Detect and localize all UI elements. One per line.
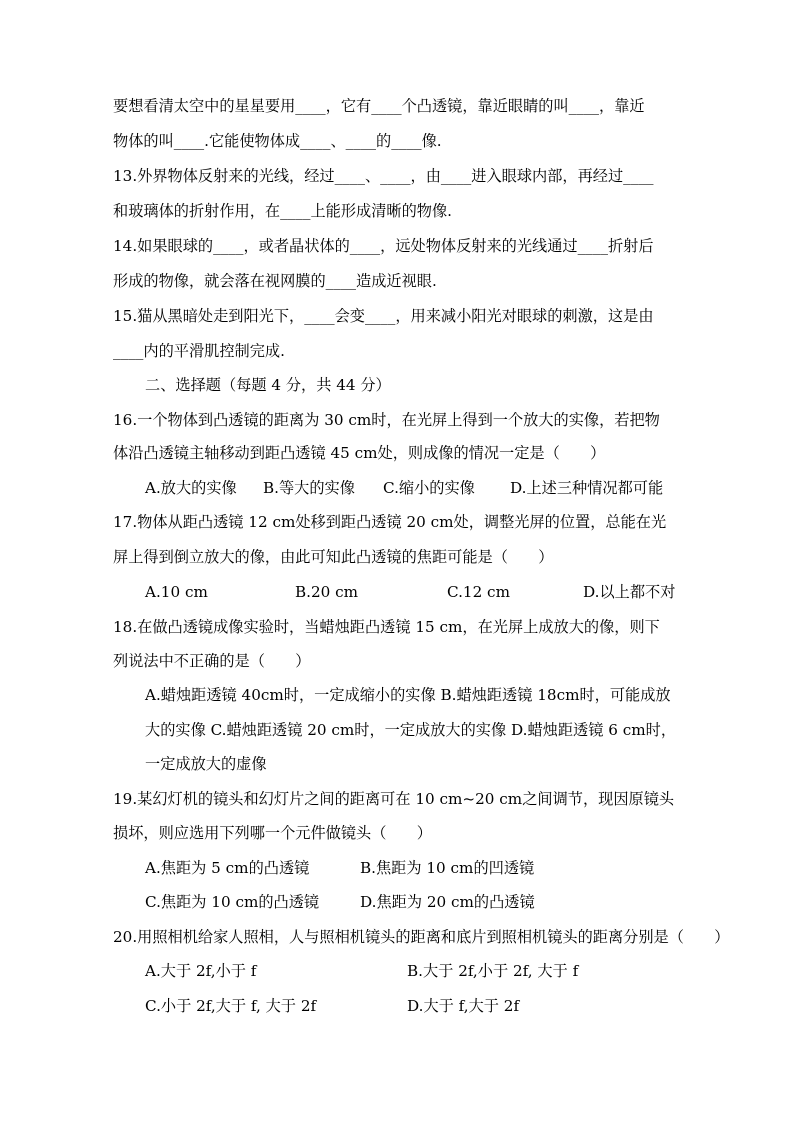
q19-option-d: D.焦距为 20 cm的凸透镜 — [360, 893, 535, 911]
q20-line-1: 20.用照相机给家人照相，人与照相机镜头的距离和底片到照相机镜头的距离分别是（ ） — [113, 928, 730, 946]
q13-line-1: 13.外界物体反射来的光线，经过____、____，由____进入眼球内部，再经过____ — [113, 167, 654, 185]
q14-line-1: 14.如果眼球的____，或者晶状体的____，远处物体反射来的光线通过____折射后 — [113, 237, 654, 255]
q19-option-b: B.焦距为 10 cm的凹透镜 — [360, 859, 535, 877]
q17-option-b: B.20 cm — [295, 583, 359, 601]
q18-options-line-2: 大的实像 C.蜡烛距透镜 20 cm时，一定成放大的实像 D.蜡烛距透镜 6 cm时， — [145, 721, 677, 739]
q20-option-a: A.大于 2f,小于 f — [145, 962, 257, 980]
q12-line-1: 要想看清太空中的星星要用____，它有____个凸透镜，靠近眼睛的叫____，靠近 — [113, 97, 645, 115]
q18-line-1: 18.在做凸透镜成像实验时，当蜡烛距凸透镜 15 cm，在光屏上成放大的像，则下 — [113, 618, 660, 636]
q19-line-2: 损坏，则应选用下列哪一个元件做镜头（ ） — [113, 824, 432, 842]
q17-line-2: 屏上得到倒立放大的像，由此可知此凸透镜的焦距可能是（ ） — [113, 548, 554, 566]
q16-option-a: A.放大的实像 — [145, 479, 237, 497]
q16-option-b: B.等大的实像 — [263, 479, 355, 497]
q19-option-c: C.焦距为 10 cm的凸透镜 — [145, 893, 320, 911]
q18-options-line-3: 一定成放大的虚像 — [145, 755, 267, 773]
q17-line-1: 17.物体从距凸透镜 12 cm处移到距凸透镜 20 cm处，调整光屏的位置，总能在光 — [113, 513, 667, 531]
q18-options-line-1: A.蜡烛距透镜 40cm时，一定成缩小的实像 B.蜡烛距透镜 18cm时，可能成放 — [145, 686, 671, 704]
q14-line-2: 形成的物像，就会落在视网膜的____造成近视眼. — [113, 272, 437, 290]
q16-option-c: C.缩小的实像 — [383, 479, 475, 497]
q19-option-a: A.焦距为 5 cm的凸透镜 — [145, 859, 310, 877]
q17-option-a: A.10 cm — [145, 583, 208, 601]
q17-option-d: D.以上都不对 — [583, 583, 676, 601]
q12-line-2: 物体的叫____.它能使物体成____、____的____像. — [113, 132, 442, 150]
q20-option-b: B.大于 2f,小于 2f, 大于 f — [407, 962, 579, 980]
q19-line-1: 19.某幻灯机的镜头和幻灯片之间的距离可在 10 cm~20 cm之间调节，现因原镜头 — [113, 790, 675, 808]
q15-line-1: 15.猫从黑暗处走到阳光下，____会变____，用来减小阳光对眼球的刺激，这是由 — [113, 307, 654, 325]
q16-line-1: 16.一个物体到凸透镜的距离为 30 cm时，在光屏上得到一个放大的实像，若把物 — [113, 411, 660, 429]
q13-line-2: 和玻璃体的折射作用，在____上能形成清晰的物像. — [113, 202, 452, 220]
q20-option-d: D.大于 f,大于 2f — [407, 997, 520, 1015]
q16-option-d: D.上述三种情况都可能 — [510, 479, 664, 497]
q15-line-2: ____内的平滑肌控制完成. — [113, 342, 285, 360]
q18-line-2: 列说法中不正确的是（ ） — [113, 652, 311, 670]
section-heading: 二、选择题（每题 4 分，共 44 分） — [145, 376, 391, 394]
q16-line-2: 体沿凸透镜主轴移动到距凸透镜 45 cm处，则成像的情况一定是（ ） — [113, 444, 606, 462]
q17-option-c: C.12 cm — [447, 583, 510, 601]
q20-option-c: C.小于 2f,大于 f, 大于 2f — [145, 997, 317, 1015]
